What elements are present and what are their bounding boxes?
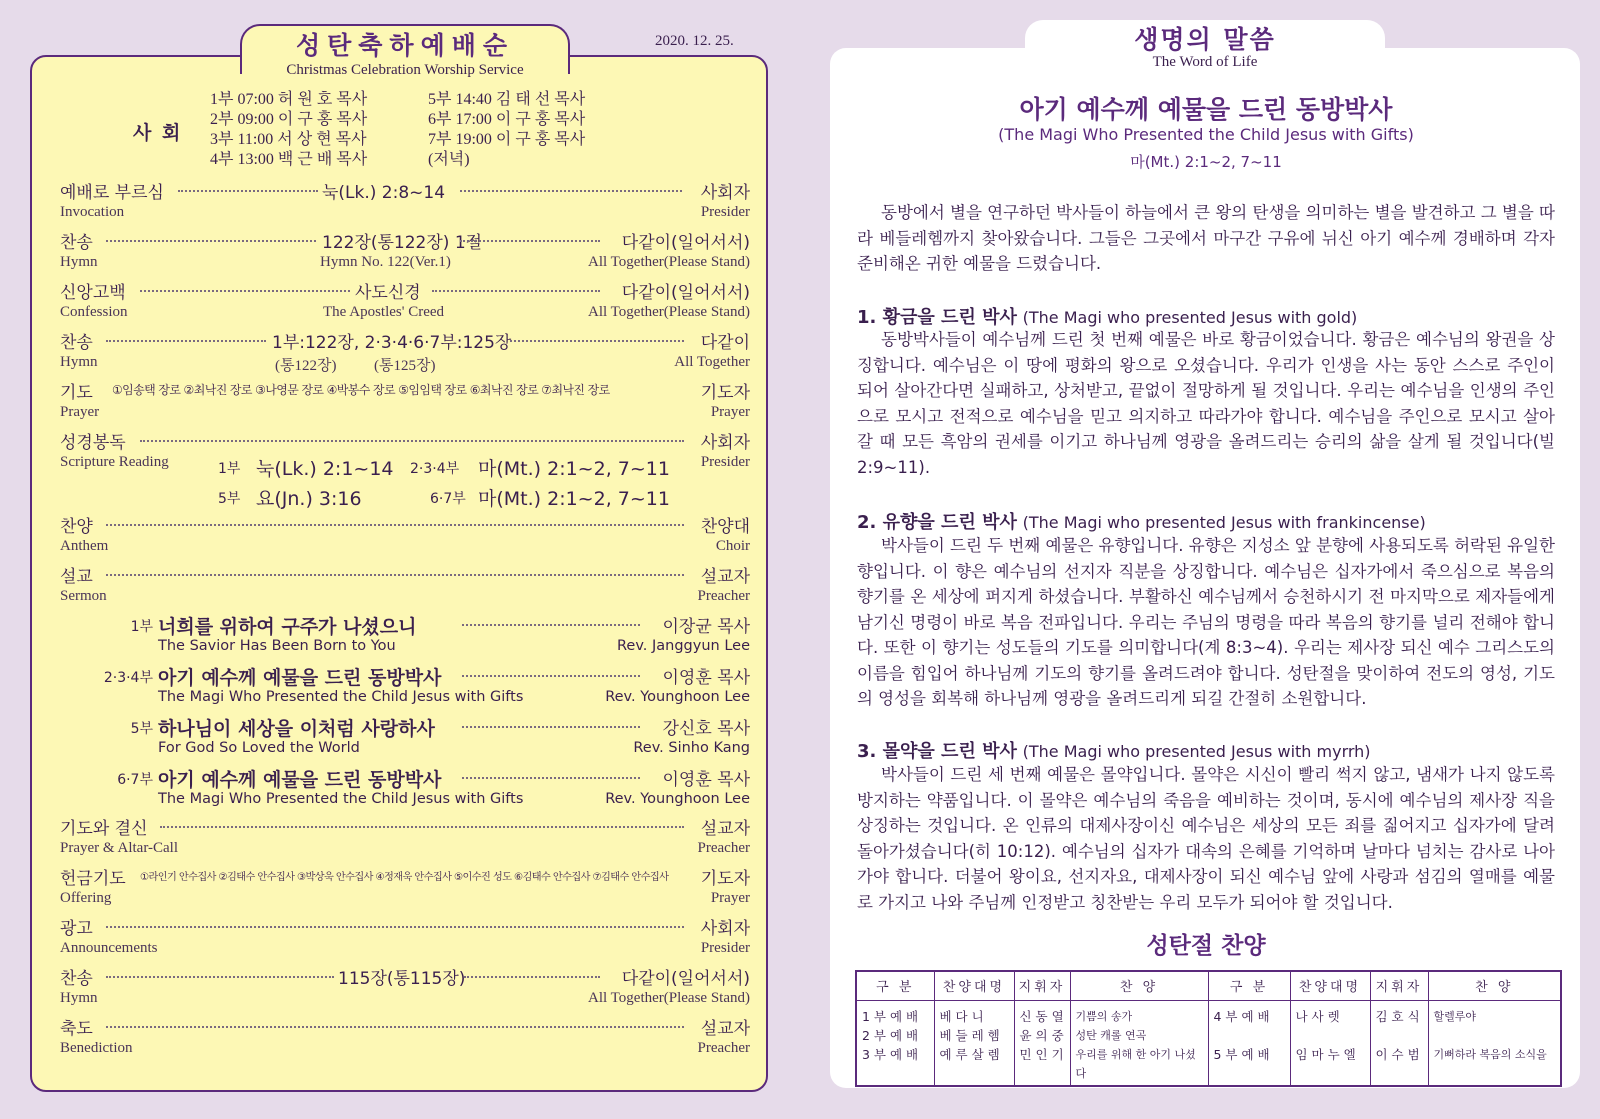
sermon-preacher-en: Rev. Sinho Kang xyxy=(633,740,750,756)
presider-1: 1부 07:00 허 원 호 목사 xyxy=(210,91,368,108)
table-cell xyxy=(934,1000,1014,1086)
item-center: ①라인기 안수집사 ②김태수 안수집사 ③박상욱 안수집사 ④정재욱 안수집사 ⑤이수진 성도 ⑥김태수 안수집사 ⑦김태수 안수집사 xyxy=(140,872,669,883)
section-heading-en: (The Magi who presented Jesus with myrrh) xyxy=(1022,742,1371,761)
cell-text: 나 사 렛 xyxy=(1295,1008,1340,1024)
item-label: 기도 xyxy=(60,383,93,403)
item-label: 찬송 xyxy=(60,969,93,989)
cell-text: 예 루 살 렘 xyxy=(939,1046,1000,1062)
item-role: 설교자 xyxy=(700,1019,750,1039)
presider-6: 6부 17:00 이 구 홍 목사 xyxy=(428,111,586,128)
item-role: 사회자 xyxy=(700,919,750,939)
item-label: 광고 xyxy=(60,919,93,939)
sermon-reference: 마(Mt.) 2:1~2, 7~11 xyxy=(1130,153,1282,171)
col-header: 지휘자 xyxy=(1014,971,1070,1000)
presider-2: 2부 09:00 이 구 홍 목사 xyxy=(210,111,368,128)
item-label: 신앙고백 xyxy=(60,283,126,303)
sermon-title: 아기 예수께 예물을 드린 동방박사 xyxy=(158,769,442,791)
item-role: 설교자 xyxy=(700,567,750,587)
item-role-en: Choir xyxy=(715,538,750,554)
item-center: 사도신경 xyxy=(355,283,421,303)
section-1-body xyxy=(857,327,1555,480)
scripture-ref-1: 눅(Lk.) 2:1~14 xyxy=(256,458,394,480)
word-of-life-subtitle: The Word of Life xyxy=(1152,54,1258,70)
section-1-heading xyxy=(857,303,1357,329)
presider-7-note: (저녁) xyxy=(428,151,470,168)
item-prayer xyxy=(60,378,750,426)
item-role-en: Preacher xyxy=(697,1040,750,1056)
item-center-en: (통122장) (통125장) xyxy=(275,358,436,374)
cell-text: 윤 의 중 xyxy=(1019,1027,1064,1043)
cell-text: 김 호 식 xyxy=(1375,1008,1420,1024)
item-role-en: Presider xyxy=(700,204,750,220)
section-2-body xyxy=(857,533,1555,712)
col-header: 찬양대명 xyxy=(1290,971,1370,1000)
item-role: 사회자 xyxy=(700,433,750,453)
item-anthem xyxy=(60,512,750,560)
table-cell xyxy=(1014,1000,1070,1086)
item-role-en: Prayer xyxy=(710,890,750,906)
sermon-part: 1부 xyxy=(130,619,153,635)
sermon-preacher: 이영훈 목사 xyxy=(662,668,750,688)
item-role: 설교자 xyxy=(700,819,750,839)
item-role: 다같이(일어서서) xyxy=(621,283,750,303)
cell-text: 임 마 누 엘 xyxy=(1295,1046,1356,1062)
item-role-en: Preacher xyxy=(697,588,750,604)
scripture-part-3: 5부 xyxy=(218,491,241,507)
item-label-en: Prayer & Altar-Call xyxy=(60,840,179,856)
item-invocation xyxy=(60,178,750,226)
presider-7: 7부 19:00 이 구 홍 목사 xyxy=(428,131,586,148)
dot-leader xyxy=(460,240,600,242)
dot-leader xyxy=(510,340,684,342)
item-label-en: Announcements xyxy=(60,940,158,956)
dot-leader xyxy=(106,926,684,928)
worship-order-title: 성탄축하예배순 xyxy=(295,31,515,60)
sermon-title-en: The Savior Has Been Born to You xyxy=(158,638,396,654)
col-header: 구 분 xyxy=(856,971,934,1000)
item-label-en: Anthem xyxy=(60,538,109,554)
item-label: 설교 xyxy=(60,567,93,587)
service-date: 2020. 12. 25. xyxy=(655,33,734,49)
presiders-col2 xyxy=(428,90,585,170)
item-hymn-2 xyxy=(60,328,750,376)
item-center: 122장(통122장) 1절 xyxy=(322,233,483,253)
sermon-title-en: The Magi Who Presented the Child Jesus with Gifts xyxy=(158,791,524,807)
item-role: 기도자 xyxy=(700,869,750,889)
item-role-en: Prayer xyxy=(710,404,750,420)
dot-leader xyxy=(160,826,684,828)
item-role-en: Presider xyxy=(700,940,750,956)
col-header: 지휘자 xyxy=(1370,971,1428,1000)
cell-text: 신 동 열 xyxy=(1019,1008,1064,1024)
sermon-title: 하나님이 세상을 이처럼 사랑하사 xyxy=(158,718,435,740)
section-paragraph: 박사들이 드린 두 번째 예물은 유향입니다. 유향은 지성소 앞 분향에 사용되도록 허락된 유일한 향입니다. 이 향은 예수님의 선지자 직분을 상징합니다. 예수님은 십자가에서 죽으심으로 복음의 향기를 온 세상에 퍼지게 하셨습니다. 부활하신 예수님께서 승천하시기 전 마지막으로 제자들에게 남기신 명령이 바로 복음 전파입니다. 우리는 주님의 명령을 따라 복음의 향기를 널리 전해야 합니다. 또한 이 향기는 성도들의 기도를 의미합니다(계 8:3~4). 우리는 제사장 되신 예수 그리스도의 이름을 힘입어 하나님께 기도의 향기를 올려드려야 합니다. 성탄절을 맞이하여 전도의 영성, 기도의 영성을 회복해 하나님께 영광을 올려드리게 되길 간절히 소원합니다. xyxy=(857,536,1555,708)
sermon-list xyxy=(60,612,750,822)
item-offering xyxy=(60,864,750,912)
table-row xyxy=(856,1000,1561,1086)
item-label-en: Prayer xyxy=(60,404,100,420)
scripture-part-4: 6·7부 xyxy=(430,491,466,507)
dot-leader xyxy=(462,624,640,626)
scripture-part-2: 2·3·4부 xyxy=(410,461,460,477)
cell-text: 성탄 캐롤 연곡 xyxy=(1075,1028,1147,1042)
item-label-en: Hymn xyxy=(60,354,98,370)
dot-leader xyxy=(462,675,640,677)
dot-leader xyxy=(462,777,640,779)
intro-paragraph: 동방에서 별을 연구하던 박사들이 하늘에서 큰 왕의 탄생을 의미하는 별을 발견하고 그 별을 따라 베들레헴까지 찾아왔습니다. 그들은 그곳에서 마구간 구유에 뉘신 아기 예수께 경배하며 각자 준비해온 귀한 예물을 드렸습니다. xyxy=(857,203,1555,273)
sermon-preacher: 강신호 목사 xyxy=(662,719,750,739)
dot-leader xyxy=(106,524,684,526)
item-label-en: Offering xyxy=(60,890,112,906)
presider-3: 3부 11:00 서 상 현 목사 xyxy=(210,131,367,148)
cell-text: 이 수 범 xyxy=(1375,1046,1420,1062)
dot-leader xyxy=(460,190,682,192)
cell-text: 민 인 기 xyxy=(1019,1046,1064,1062)
table-cell xyxy=(1290,1000,1370,1086)
sermon-heading: 아기 예수께 예물을 드린 동방박사 xyxy=(1019,95,1393,124)
sermon-title-en: For God So Loved the World xyxy=(158,740,360,756)
cell-text: 우리를 위해 한 아기 나셨다 xyxy=(1075,1047,1196,1080)
cell-text: 1 부 예 배 xyxy=(862,1008,919,1024)
item-label: 예배로 부르심 xyxy=(60,183,164,203)
cell-text: 베 다 니 xyxy=(939,1008,984,1024)
item-role-en: All Together(Please Stand) xyxy=(588,304,750,320)
dot-leader xyxy=(464,976,600,978)
scripture-ref-2: 마(Mt.) 2:1~2, 7~11 xyxy=(478,458,670,480)
cell-text: 기뻐하라 복음의 소식을 xyxy=(1433,1047,1547,1061)
item-hymn-1 xyxy=(60,228,750,276)
item-center: 1부:122장, 2·3·4·6·7부:125장 xyxy=(272,333,512,353)
table-cell xyxy=(856,1000,934,1086)
cell-text: 2 부 예 배 xyxy=(862,1027,919,1043)
col-header: 찬 양 xyxy=(1070,971,1208,1000)
cell-text: 5 부 예 배 xyxy=(1213,1046,1270,1062)
section-paragraph: 박사들이 드린 세 번째 예물은 몰약입니다. 몰약은 시신이 빨리 썩지 않고, 냄새가 나지 않도록 방지하는 약품입니다. 이 몰약은 예수님의 죽음을 예비하는 것이며, 동시에 예수님의 제사장 직을 상징하는 것입니다. 온 인류의 대제사장이신 예수님은 세상의 모든 죄를 짊어지고 십자가에 달려 돌아가셨습니다(히 10:12). 예수님의 십자가 대속의 은혜를 기억하며 날마다 넘치는 감사로 나아가야 합니다. 더불어 왕이요, 선지자요, 대제사장이 되신 예수님 앞에 사랑과 섬김의 열매를 예물로 가지고 나와 주님께 인정받고 칭찬받는 우리 모두가 되어야 할 것입니다. xyxy=(857,765,1555,912)
item-center: 눅(Lk.) 2:8~14 xyxy=(322,183,446,203)
section-heading-ko: 1. 황금을 드린 박사 xyxy=(857,307,1017,328)
sermon-title: 아기 예수께 예물을 드린 동방박사 xyxy=(158,667,442,689)
item-role-en: All Together(Please Stand) xyxy=(588,254,750,270)
col-header: 찬 양 xyxy=(1428,971,1561,1000)
sermon-intro xyxy=(857,200,1555,277)
presider-4: 4부 13:00 백 근 배 목사 xyxy=(210,151,368,168)
dot-leader xyxy=(432,290,600,292)
dot-leader xyxy=(140,290,350,292)
item-label-en: Confession xyxy=(60,304,128,320)
dot-leader xyxy=(106,574,684,576)
item-label-en: Benediction xyxy=(60,1040,133,1056)
item-confession xyxy=(60,278,750,326)
dot-leader xyxy=(106,340,266,342)
item-center: 115장(통115장) xyxy=(338,969,466,989)
item-role: 다같이(일어서서) xyxy=(621,969,750,989)
section-heading-ko: 2. 유향을 드린 박사 xyxy=(857,512,1017,533)
section-heading-en: (The Magi who presented Jesus with frankincense) xyxy=(1022,513,1426,532)
item-sermon xyxy=(60,562,750,610)
item-role: 사회자 xyxy=(700,183,750,203)
presiders-col1 xyxy=(210,90,367,170)
item-label-en: Hymn xyxy=(60,254,98,270)
cell-text: 3 부 예 배 xyxy=(862,1046,919,1062)
item-label: 성경봉독 xyxy=(60,433,126,453)
dot-leader xyxy=(106,240,316,242)
sermon-preacher: 이영훈 목사 xyxy=(662,770,750,790)
item-label-en: Sermon xyxy=(60,588,107,604)
section-paragraph: 동방박사들이 예수님께 드린 첫 번째 예물은 바로 황금이었습니다. 황금은 예수님의 왕권을 상징합니다. 예수님은 이 땅에 평화의 왕으로 오셨습니다. 우리가 인생을 사는 동안 스스로 주인이 되어 살아간다면 실패하고, 상처받고, 끝없이 절망하게 될 것입니다. 우리는 예수님을 인생의 주인으로 모시고 전적으로 예수님을 믿고 의지하고 따라가야 합니다. 예수님을 주인으로 모시고 살아갈 때 모든 흑암의 권세를 이기고 하나님께 영광을 올려드리는 승리의 삶을 살게 될 것입니다(빌 2:9~11). xyxy=(857,330,1555,477)
worship-order-subtitle: Christmas Celebration Worship Service xyxy=(286,62,524,78)
sermon-title-en: The Magi Who Presented the Child Jesus with Gifts xyxy=(158,689,524,705)
item-role-en: Preacher xyxy=(697,840,750,856)
sermon-part: 6·7부 xyxy=(117,772,153,788)
item-center-en: Hymn No. 122(Ver.1) xyxy=(320,254,451,270)
item-label: 찬송 xyxy=(60,233,93,253)
item-label-en: Hymn xyxy=(60,990,98,1006)
section-2-heading xyxy=(857,508,1426,534)
item-role-en: All Together xyxy=(674,354,750,370)
presider-5: 5부 14:40 김 태 선 목사 xyxy=(428,91,586,108)
table-cell xyxy=(1428,1000,1561,1086)
christmas-hymn-table xyxy=(855,970,1562,1087)
item-label: 축도 xyxy=(60,1019,93,1039)
item-role: 다같이(일어서서) xyxy=(621,233,750,253)
section-heading-en: (The Magi who presented Jesus with gold) xyxy=(1022,308,1358,327)
dot-leader xyxy=(140,440,684,442)
section-3-heading xyxy=(857,737,1371,763)
item-label-en: Scripture Reading xyxy=(60,454,169,470)
item-role: 찬양대 xyxy=(700,517,750,537)
item-role: 기도자 xyxy=(700,383,750,403)
dot-leader xyxy=(462,726,640,728)
scripture-part-1: 1부 xyxy=(218,461,241,477)
item-label: 찬양 xyxy=(60,517,93,537)
item-hymn-3 xyxy=(60,964,750,1012)
cell-text: 4 부 예 배 xyxy=(1213,1008,1270,1024)
word-of-life-title: 생명의 말씀 xyxy=(1134,25,1276,54)
scripture-ref-4: 마(Mt.) 2:1~2, 7~11 xyxy=(478,488,670,510)
sermon-part: 2·3·4부 xyxy=(103,670,153,686)
table-cell xyxy=(1070,1000,1208,1086)
item-altar-call xyxy=(60,814,750,862)
item-role: 다같이 xyxy=(700,333,750,353)
item-benediction xyxy=(60,1014,750,1062)
christmas-hymn-title: 성탄절 찬양 xyxy=(1146,933,1266,959)
col-header: 찬양대명 xyxy=(934,971,1014,1000)
scripture-ref-3: 요(Jn.) 3:16 xyxy=(256,488,362,510)
table-cell xyxy=(1208,1000,1290,1086)
sermon-title: 너희를 위하여 구주가 나셨으니 xyxy=(158,616,417,638)
table-cell xyxy=(1370,1000,1428,1086)
item-role-en: All Together(Please Stand) xyxy=(588,990,750,1006)
sermon-heading-en: (The Magi Who Presented the Child Jesus with Gifts) xyxy=(998,125,1414,144)
table-header-row xyxy=(856,971,1561,1000)
presider-label: 사 회 xyxy=(133,122,183,144)
dot-leader xyxy=(178,190,318,192)
dot-leader xyxy=(106,1026,684,1028)
item-label-en: Invocation xyxy=(60,204,125,220)
cell-text: 할렐루야 xyxy=(1433,1009,1477,1023)
item-center-en: The Apostles' Creed xyxy=(323,304,445,320)
item-role-en: Presider xyxy=(700,454,750,470)
sermon-preacher-en: Rev. Younghoon Lee xyxy=(605,791,750,807)
cell-text: 기쁨의 송가 xyxy=(1075,1009,1133,1023)
item-label: 기도와 결신 xyxy=(60,819,148,839)
item-label: 찬송 xyxy=(60,333,93,353)
dot-leader xyxy=(106,976,334,978)
sermon-part: 5부 xyxy=(130,721,153,737)
item-center: ①임송택 장로 ②최낙진 장로 ③나영문 장로 ④박봉수 장로 ⑤임임택 장로 ⑥최낙진 장로 ⑦최낙진 장로 xyxy=(112,383,610,397)
sermon-preacher: 이장균 목사 xyxy=(662,617,750,637)
cell-text: 베 들 레 헴 xyxy=(939,1027,1000,1043)
section-3-body xyxy=(857,762,1555,915)
section-heading-ko: 3. 몰약을 드린 박사 xyxy=(857,741,1017,762)
item-label: 헌금기도 xyxy=(60,869,126,889)
sermon-preacher-en: Rev. Younghoon Lee xyxy=(605,689,750,705)
item-announcements xyxy=(60,914,750,962)
sermon-preacher-en: Rev. Janggyun Lee xyxy=(616,638,750,654)
col-header: 구 분 xyxy=(1208,971,1290,1000)
